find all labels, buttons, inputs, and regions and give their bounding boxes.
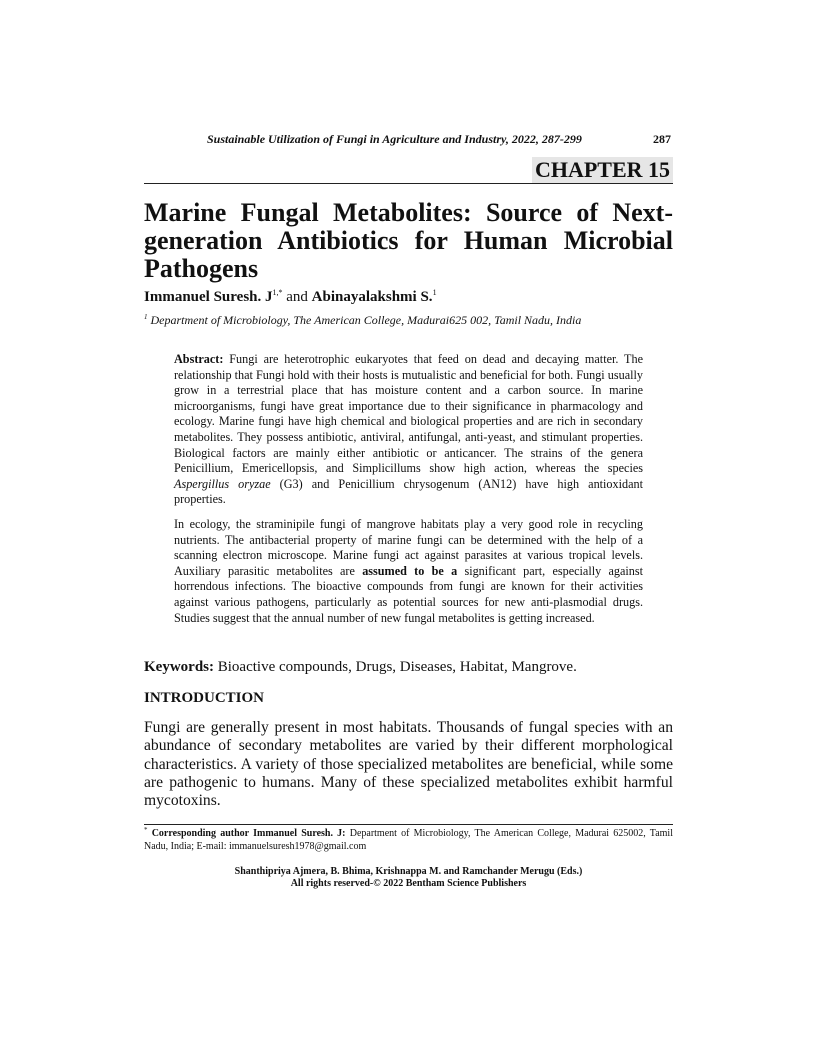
footnote-label: Corresponding author Immanuel Suresh. J:: [147, 828, 346, 839]
abstract-paragraph-1: [174, 352, 643, 508]
keywords-label: Keywords:: [144, 659, 214, 675]
author-2-affiliation-mark: 1: [432, 288, 437, 297]
affiliation-text: Department of Microbiology, The American College, Madurai625 002, Tamil Nadu, India: [147, 313, 582, 327]
section-heading-introduction: INTRODUCTION: [144, 690, 265, 706]
footnote-divider: [144, 824, 673, 825]
keywords-text: Bioactive compounds, Drugs, Diseases, Habitat, Mangrove.: [214, 659, 577, 675]
abstract-label: Abstract:: [174, 352, 224, 366]
species-name: Aspergillus oryzae: [174, 476, 271, 491]
chapter-label: CHAPTER 15: [532, 157, 673, 183]
author-1-affiliation-mark: 1,*: [272, 288, 283, 297]
abstract-text-2b: significant part, especially against horrendous infections. The bioactive compounds from fungi are known for their activities against various pathogens, particularly as potential sources for new anti-plasmodial drugs. Studies suggest that the annual number of new fungal metabolites is getting increased.: [174, 563, 643, 625]
copyright-line: All rights reserved-© 2022 Bentham Science Publishers: [290, 878, 527, 889]
keywords: [144, 658, 673, 676]
introduction-paragraph: Fungi are generally present in most habitats. Thousands of fungal species with an abundance of secondary metabolites are varied by their different morphological characteristics. A variety of those specialized metabolites are beneficial, while some are pathogenic to humans. Many of these specialized metabolites exhibit harmful mycotoxins.: [144, 719, 673, 810]
footnote-mark: *: [144, 826, 148, 834]
running-head: [207, 132, 673, 147]
journal-title: Sustainable Utilization of Fungi in Agriculture and Industry: [207, 132, 506, 146]
journal-details: , 2022, 287-299: [505, 132, 582, 146]
affiliation-mark: 1: [144, 313, 148, 321]
footnote-text: Department of Microbiology, The American College, Madurai 625002, Tamil Nadu, India; E-mail: immanuelsuresh1978@gmail.com: [144, 828, 673, 852]
publisher-info: [144, 866, 673, 890]
abstract: [174, 352, 643, 635]
author-line: [144, 287, 673, 307]
chapter-divider: [144, 183, 673, 184]
abstract-paragraph-2: [174, 517, 643, 626]
abstract-text-2a: In ecology, the straminipile fungi of mangrove habitats play a very good role in recycling nutrients. The antibacterial property of marine fungi can be determined with the help of a scanning electron microscope. Marine fungi act against parasites at various tropical levels. Auxiliary parasitic metabolites are: [174, 516, 643, 578]
page-number: 287: [653, 132, 671, 146]
author-connector: and: [282, 289, 312, 305]
abstract-bold-phrase: assumed to be a: [362, 563, 458, 578]
abstract-text-1b: (G3) and Penicillium chrysogenum (AN12) have high antioxidant properties.: [174, 476, 643, 507]
chapter-title: Marine Fungal Metabolites: Source of Next-generation Antibiotics for Human Microbial Pathogens: [144, 198, 673, 283]
author-1-name: Immanuel Suresh. J: [144, 289, 273, 305]
editors-line: Shanthipriya Ajmera, B. Bhima, Krishnappa M. and Ramchander Merugu (Eds.): [234, 866, 583, 877]
footnote: [144, 828, 673, 853]
abstract-text-1a: Fungi are heterotrophic eukaryotes that feed on dead and decaying matter. The relationship that Fungi hold with their hosts is mutualistic and beneficial for both. Fungi usually grow in a terrestrial place that has moisture content and a carbon source. In marine microorganisms, fungi have great importance due to their significance in pharmacology and ecology. Marine fungi have high chemical and biological properties and are rich in secondary metabolites. They possess antibiotic, antiviral, antifungal, anti-yeast, and stimulant properties. Biological factors are mainly either antibiotic or anticancer. The strains of the genera Penicillium, Emericellopsis, and Simplicillums show high action, whereas the species: [174, 352, 643, 476]
author-2-name: Abinayalakshmi S.: [311, 289, 433, 305]
affiliation: [144, 312, 673, 328]
